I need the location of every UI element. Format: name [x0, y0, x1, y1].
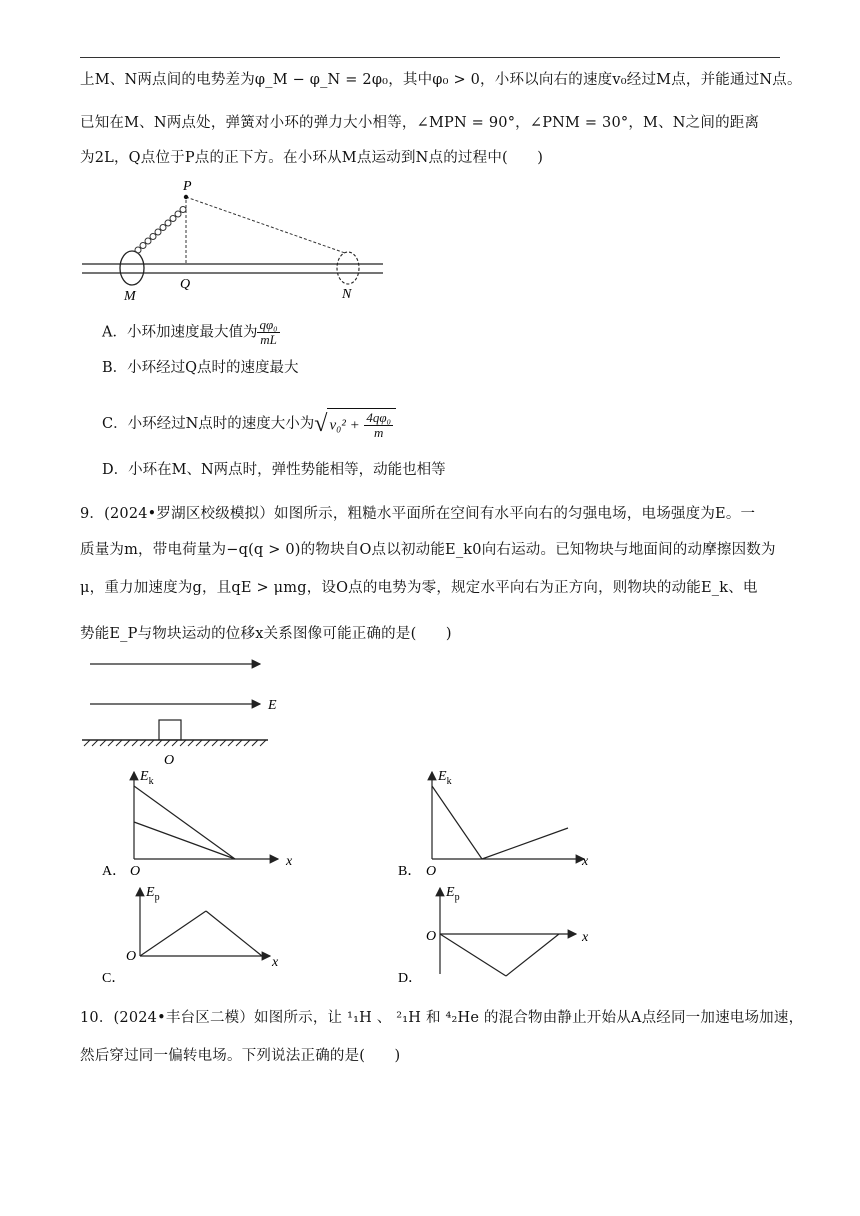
- ep-decrease: [206, 911, 262, 956]
- origin-label: O: [164, 753, 175, 768]
- frac-numerator: qφ₀: [259, 317, 278, 332]
- q8-line-2: 已知在M、N两点处，弹簧对小环的弹力大小相等，∠MPN = 90°，∠PNM = 30°，M、N之间的距离: [80, 115, 760, 131]
- origin-label: O: [130, 864, 141, 879]
- ep-increase: [140, 911, 206, 956]
- header-rule: [80, 57, 780, 58]
- ek-decrease: [432, 786, 482, 859]
- q9-graph-a: [100, 768, 300, 880]
- origin-label: O: [426, 864, 437, 879]
- q8-option-c: [102, 408, 396, 440]
- q9-line-1: 9．(2024•罗湖区校级模拟）如图所示，粗糙水平面所在空间有水平向右的匀强电场，电场强度为E。一: [80, 506, 756, 522]
- q8-option-c-fraction: [364, 411, 393, 440]
- q8-option-c-text: C．小环经过N点时的速度大小为: [102, 416, 315, 432]
- q9-graph-d: [396, 884, 606, 988]
- ring-at-M: [120, 251, 144, 285]
- block: [159, 720, 181, 740]
- field-label: E: [268, 698, 277, 713]
- radicand: [327, 408, 396, 440]
- q8-option-a-text: A．小环加速度最大值为: [102, 324, 258, 341]
- q8-option-d: D．小环在M、N两点时，弹性势能相等，动能也相等: [102, 462, 446, 478]
- ek-increase: [482, 828, 568, 859]
- y-label: $E_k$: [140, 769, 154, 787]
- frac-denominator: mL: [260, 332, 277, 347]
- q8-option-a-fraction: [257, 318, 279, 347]
- q8-option-b: B．小环经过Q点时的速度最大: [102, 360, 299, 376]
- frac-numerator: 4qφ₀: [366, 410, 392, 425]
- x-label: x: [582, 930, 589, 945]
- q10-line-2: 然后穿过同一偏转电场。下列说法正确的是( ): [80, 1048, 401, 1064]
- radical-sign: √: [314, 411, 328, 437]
- q8-line-1: 上M、N两点间的电势差为φ_M − φ_N = 2φ₀，其中φ₀ > 0，小环以向右的速度v₀经过M点，并能通过N点。: [80, 72, 802, 88]
- y-label: $E_p$: [446, 885, 460, 903]
- ground-hatching: [84, 740, 266, 746]
- q10-line-1: 10．(2024•丰台区二模）如图所示，让 ¹₁H 、 ²₁H 和 ⁴₂He 的混合物由静止开始从A点经同一加速电场加速，: [80, 1010, 804, 1026]
- option-label: A．: [102, 864, 127, 879]
- option-label: C．: [102, 971, 126, 986]
- option-label: B．: [398, 864, 422, 879]
- y-label: $E_k$: [438, 769, 452, 787]
- origin-label: O: [126, 949, 137, 964]
- y-label: $E_p$: [146, 885, 160, 903]
- label-N: N: [342, 287, 352, 302]
- q9-line-4: 势能E_P与物块运动的位移x关系图像可能正确的是( ): [80, 626, 452, 642]
- ring-at-N: [337, 252, 359, 284]
- q9-graph-c: [100, 884, 300, 988]
- ep-decrease: [440, 934, 506, 976]
- radicand-v0: v₀² +: [329, 417, 360, 434]
- x-label: x: [272, 955, 279, 970]
- ek-line-lower: [134, 822, 235, 859]
- line-PN: [186, 197, 345, 253]
- x-label: x: [286, 854, 293, 869]
- q8-figure-ring-spring: [80, 176, 390, 306]
- q8-option-a: [102, 318, 280, 347]
- q9-field-figure: [80, 654, 300, 772]
- point-P: [184, 195, 188, 199]
- label-P: P: [183, 179, 192, 194]
- option-label: D．: [398, 971, 423, 986]
- label-M: M: [124, 289, 136, 304]
- origin-label: O: [426, 929, 437, 944]
- ek-line-upper: [134, 786, 235, 859]
- x-label: x: [582, 854, 589, 869]
- q9-line-3: μ，重力加速度为g，且qE > μmg，设O点的电势为零，规定水平向右为正方向，则物块的动能E_k、电: [80, 580, 758, 596]
- q8-line-3: 为2L，Q点位于P点的正下方。在小环从M点运动到N点的过程中( ): [80, 150, 544, 166]
- spring: [135, 207, 186, 254]
- q9-line-2: 质量为m，带电荷量为−q(q > 0)的物块自O点以初动能E_k0向右运动。已知物块与地面间的动摩擦因数为: [80, 542, 776, 558]
- q9-graph-b: [396, 768, 606, 880]
- frac-denominator: m: [373, 425, 384, 440]
- label-Q: Q: [180, 277, 191, 292]
- ep-increase: [506, 934, 559, 976]
